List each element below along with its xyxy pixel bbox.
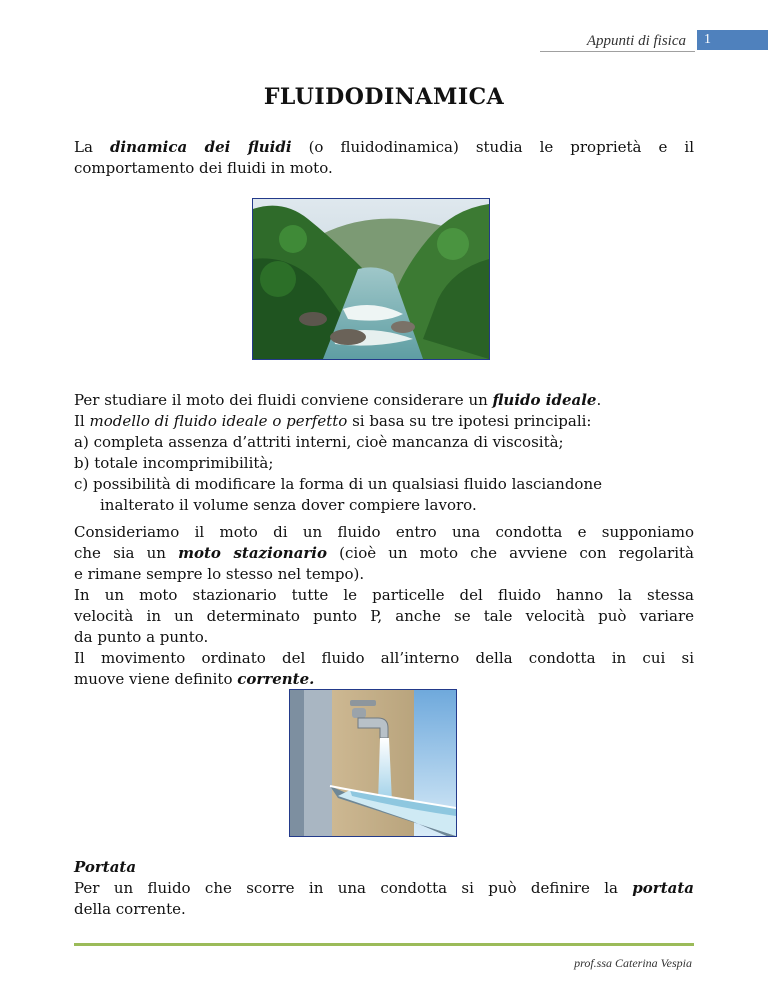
highlight-portata: portata [632, 879, 694, 897]
stat-line-6: da punto a punto. [74, 628, 209, 646]
hypothesis-c-cont: inalterato il volume senza dover compiere lavoro. [100, 496, 477, 514]
stat-line-3: e rimane sempre lo stesso nel tempo). [74, 565, 365, 583]
footer-rule [74, 943, 694, 946]
intro-paragraph [74, 137, 694, 179]
hypothesis-b: b) totale incomprimibilità; [74, 454, 274, 472]
ideal-line-2: Il modello di fluido ideale o perfetto si basa su tre ipotesi principali: [74, 412, 592, 430]
stationary-paragraph [74, 522, 694, 690]
highlight-dinamica: dinamica dei fluidi [109, 138, 292, 156]
intro-line-2: comportamento dei fluidi in moto. [74, 159, 333, 177]
portata-line-1: Per un fluido che scorre in una condotta si può definire la portata [74, 879, 694, 897]
river-photo [252, 198, 490, 360]
tap-illustration [289, 689, 457, 837]
footer-author: prof.ssa Caterina Vespia [574, 956, 692, 970]
stat-line-2: che sia un moto stazionario (cioè un moto che avviene con regolarità [74, 544, 694, 562]
stat-line-8: muove viene definito corrente. [74, 670, 315, 688]
italic-modello: modello di fluido ideale o perfetto [89, 412, 348, 430]
header-rule [540, 51, 695, 52]
portata-line-2: della corrente. [74, 900, 186, 918]
page-title: FLUIDODINAMICA [263, 84, 505, 110]
header-title: Appunti di fisica [586, 33, 686, 49]
highlight-moto-stazionario: moto stazionario [178, 544, 328, 562]
portata-paragraph [74, 857, 694, 920]
highlight-fluido-ideale: fluido ideale [492, 391, 597, 409]
stat-line-5: velocità in un determinato punto P, anche se tale velocità può variare [74, 607, 694, 625]
stat-line-1: Consideriamo il moto di un fluido entro una condotta e supponiamo [74, 523, 694, 541]
stat-line-7: Il movimento ordinato del fluido all’interno della condotta in cui si [74, 649, 694, 667]
ideal-fluid-paragraph [74, 390, 694, 516]
highlight-corrente: corrente. [237, 670, 315, 688]
hypothesis-c: c) possibilità di modificare la forma di un qualsiasi fluido lasciandone [74, 475, 602, 493]
ideal-line-1: Per studiare il moto dei fluidi conviene considerare un fluido ideale. [74, 391, 602, 409]
page-number: 1 [697, 30, 768, 50]
intro-line-1: La dinamica dei fluidi (o fluidodinamica) studia le proprietà e il [74, 138, 695, 156]
stat-line-4: In un moto stazionario tutte le particelle del fluido hanno la stessa [74, 586, 694, 604]
portata-heading: Portata [74, 858, 137, 876]
hypothesis-a: a) completa assenza d’attriti interni, cioè mancanza di viscosità; [74, 433, 564, 451]
